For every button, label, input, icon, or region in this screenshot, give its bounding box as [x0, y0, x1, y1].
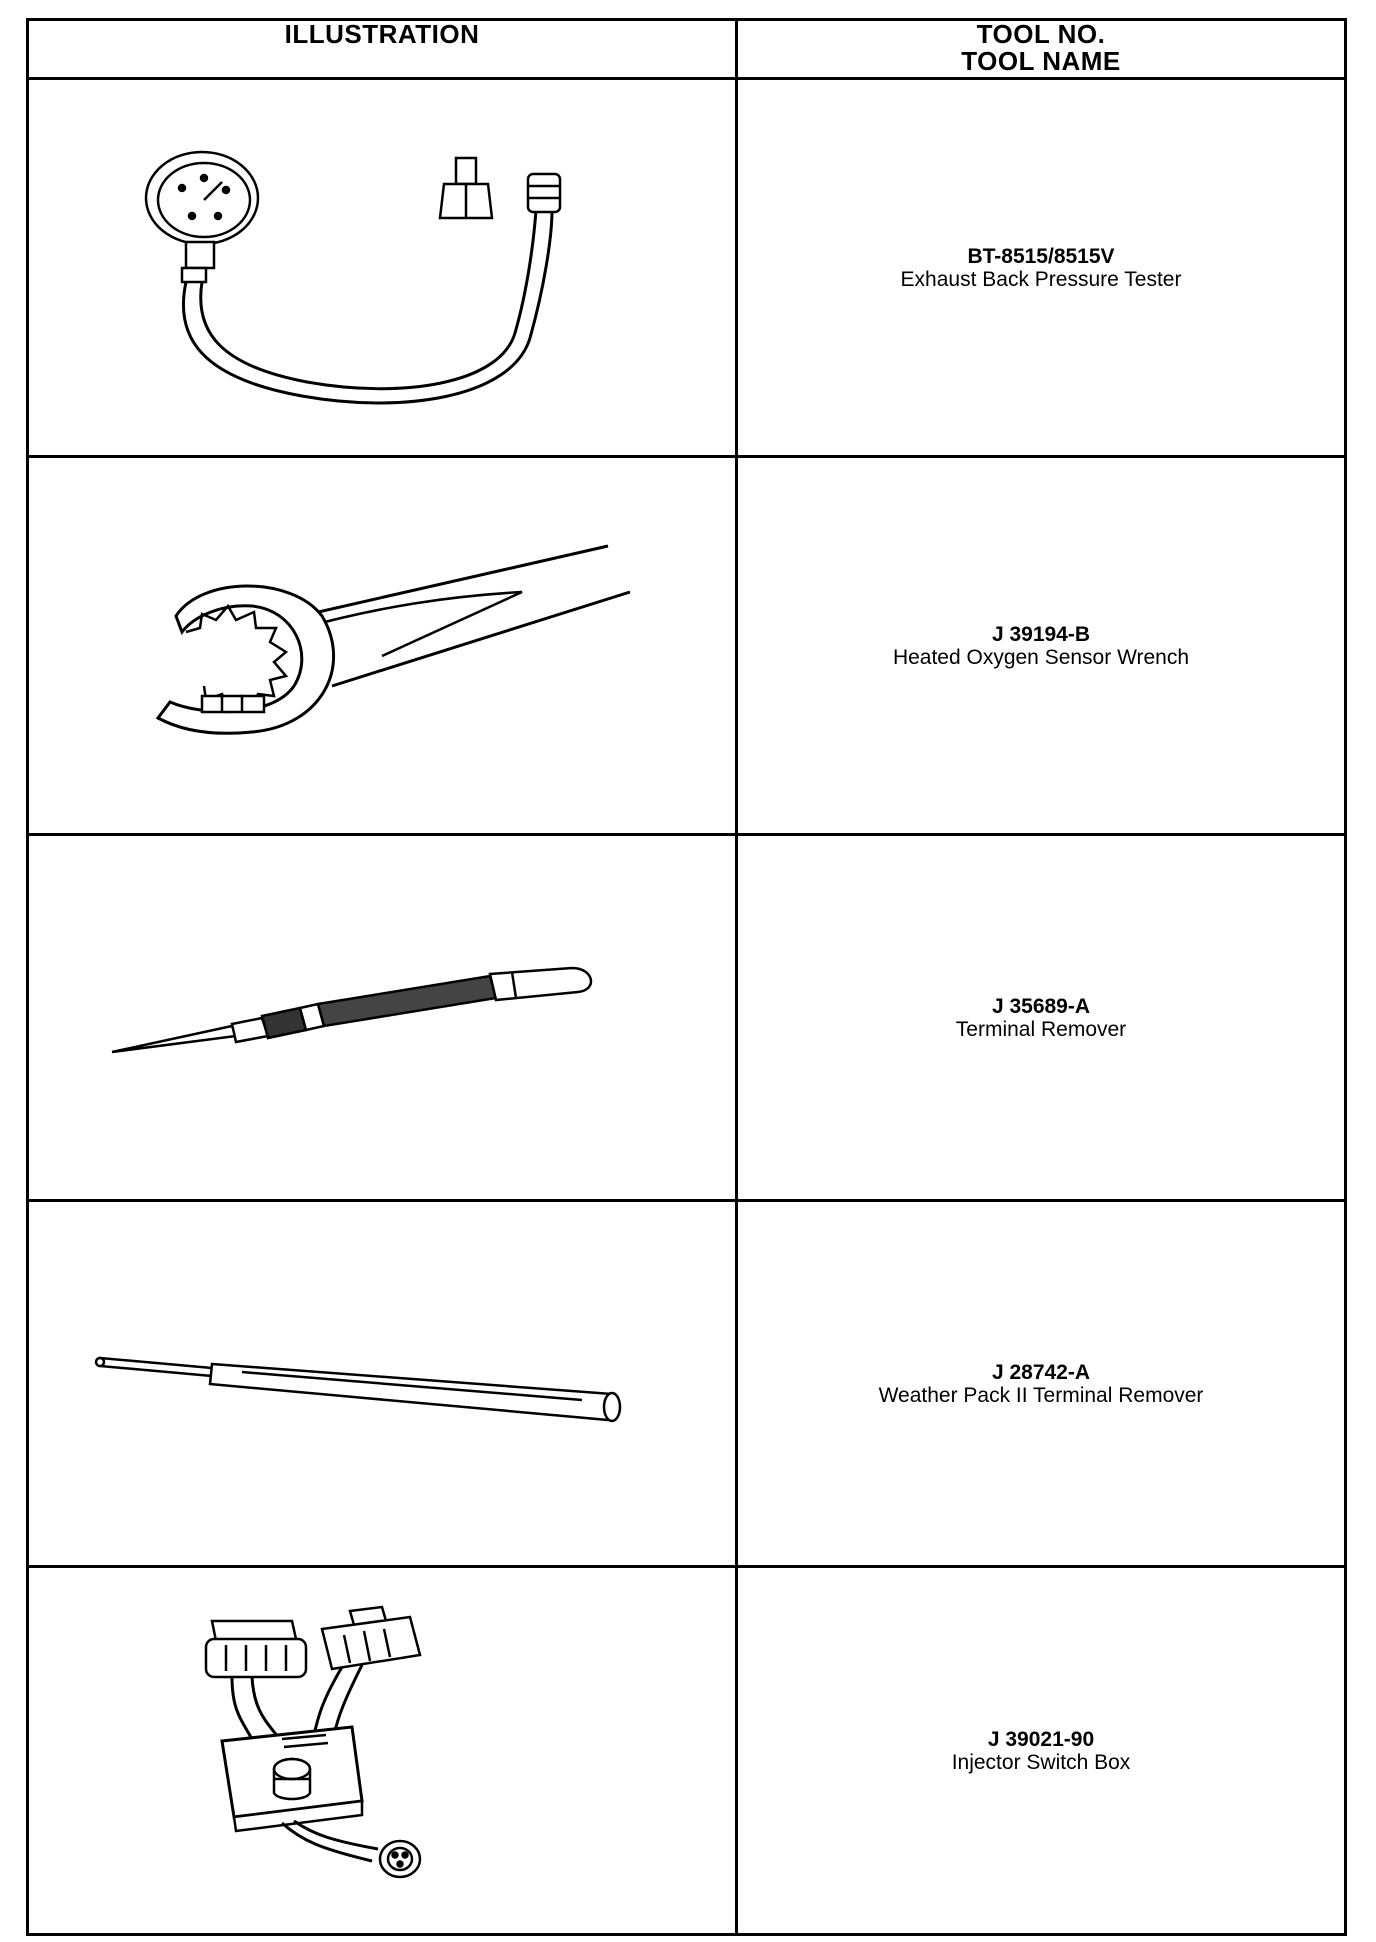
tool-name: Injector Switch Box — [951, 1750, 1131, 1774]
wrench-icon — [82, 536, 682, 756]
tool-number: J 35689-A — [991, 994, 1091, 1018]
weather-pack-remover-icon — [82, 1334, 682, 1434]
special-tools-table — [26, 18, 1347, 1936]
illustration-cell — [28, 1201, 737, 1567]
table-row — [28, 835, 1346, 1201]
tool-number: BT-8515/8515V — [967, 244, 1115, 268]
illustration-cell — [28, 457, 737, 835]
tool-number: J 39021-90 — [987, 1727, 1095, 1751]
tool-name-cell — [737, 1567, 1346, 1935]
tool-name: Exhaust Back Pressure Tester — [900, 267, 1182, 291]
table-row — [28, 1201, 1346, 1567]
tool-no-header: TOOL NO. — [976, 19, 1106, 49]
table-row — [28, 457, 1346, 835]
tool-number: J 28742-A — [991, 1360, 1091, 1384]
tool-name-cell — [737, 835, 1346, 1201]
tool-name-cell — [737, 1201, 1346, 1567]
terminal-remover-icon — [82, 958, 682, 1078]
table-header-row — [28, 20, 1346, 79]
tool-name-cell — [737, 457, 1346, 835]
table-row — [28, 79, 1346, 457]
tool-header — [737, 20, 1346, 79]
tool-name: Terminal Remover — [955, 1017, 1127, 1041]
tool-name: Heated Oxygen Sensor Wrench — [892, 645, 1190, 669]
tool-name-header: TOOL NAME — [961, 46, 1121, 76]
injector-switch-box-icon — [82, 1601, 682, 1901]
illustration-cell — [28, 79, 737, 457]
tool-name: Weather Pack II Terminal Remover — [878, 1383, 1204, 1407]
illustration-header: ILLUSTRATION — [28, 20, 737, 79]
table-row — [28, 1567, 1346, 1935]
tool-number: J 39194-B — [991, 622, 1091, 646]
illustration-cell — [28, 835, 737, 1201]
illustration-cell — [28, 1567, 737, 1935]
pressure-gauge-icon — [82, 118, 682, 418]
tool-name-cell — [737, 79, 1346, 457]
